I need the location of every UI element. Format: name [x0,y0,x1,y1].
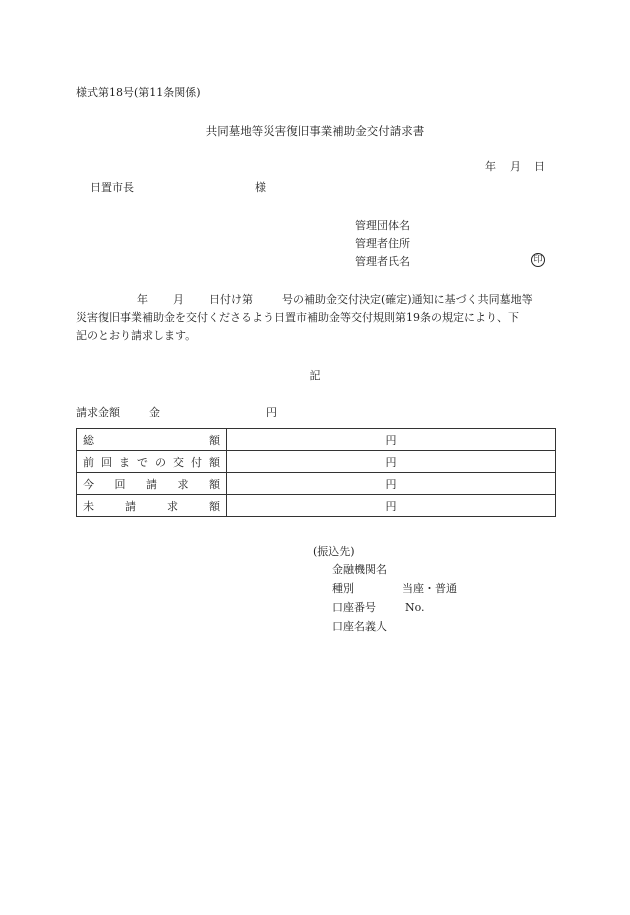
amounts-table [76,428,556,517]
table-row [77,429,556,451]
account-holder-label: 口座名義人 [332,620,387,633]
body-line3: 記のとおり請求します。 [76,329,197,342]
row-value-current[interactable]: 円 [227,473,556,495]
ki-heading: 記 [309,369,321,382]
addressee-honorific: 様 [255,181,266,194]
body-day-number: 日付け第 [209,293,253,306]
row-label-chars: 今 回 請 求 額 [83,477,220,491]
account-type-label: 種別 [332,582,354,595]
row-label-chars: 総 額 [83,433,220,447]
form-number: 様式第18号(第11条関係) [76,86,201,99]
row-label-unclaimed [77,495,227,517]
date-year: 年 [485,160,496,173]
date-month: 月 [510,160,521,173]
request-amount-unit: 円 [266,406,277,419]
request-amount-label: 請求金額 [76,406,120,419]
row-label-previous [77,451,227,473]
transfer-heading: (振込先) [313,545,355,558]
document-title: 共同墓地等災害復旧事業補助金交付請求書 [205,124,425,138]
row-label-current [77,473,227,495]
body-line1-rest: 号の補助金交付決定(確定)通知に基づく共同墓地等 [282,293,533,306]
request-amount-prefix: 金 [149,406,160,419]
bank-name-label: 金融機関名 [332,563,387,576]
seal-mark: 印 [531,253,545,267]
table-row [77,473,556,495]
table-row [77,451,556,473]
date-day: 日 [534,160,545,173]
account-number-prefix: No. [405,601,425,614]
table-row [77,495,556,517]
row-value-previous[interactable]: 円 [227,451,556,473]
body-line2: 災害復旧事業補助金を交付くださるよう日置市補助金等交付規則第19条の規定により、下 [76,311,519,324]
account-number-label: 口座番号 [332,601,376,614]
account-type-value: 当座・普通 [402,582,457,595]
manager-name-label: 管理者氏名 [355,255,410,268]
row-label-chars: 未 請 求 額 [83,499,220,513]
body-year: 年 [137,293,148,306]
row-label-total [77,429,227,451]
row-label-chars: 前 回 ま で の 交 付 額 [83,455,220,469]
row-value-unclaimed[interactable]: 円 [227,495,556,517]
body-month: 月 [173,293,184,306]
group-name-label: 管理団体名 [355,219,410,232]
manager-address-label: 管理者住所 [355,237,410,250]
addressee-name: 日置市長 [90,181,134,194]
row-value-total[interactable]: 円 [227,429,556,451]
